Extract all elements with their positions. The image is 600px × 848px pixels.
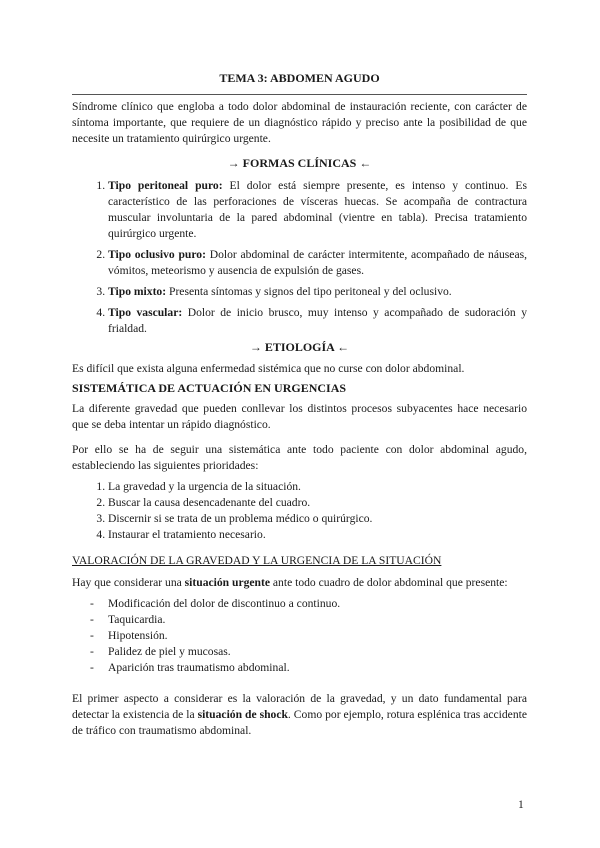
item-label: Tipo peritoneal puro:	[108, 179, 223, 192]
item-text: Aparición tras traumatismo abdominal.	[108, 661, 290, 674]
sistematica-paragraph-1: La diferente gravedad que pueden conllevar los distintos procesos subyacentes hace necesario que se deba intentar un rápido diagnóstico.	[72, 402, 527, 431]
list-item	[108, 247, 527, 279]
title-rule	[72, 94, 527, 95]
item-text: Palidez de piel y mucosas.	[108, 645, 231, 658]
sistematica-paragraph-2: Por ello se ha de seguir una sistemática ante todo paciente con dolor abdominal agudo, estableciendo las siguientes prioridades:	[72, 443, 527, 472]
etiologia-heading: → ETIOLOGÍA ←	[249, 340, 350, 354]
dash-bullet: -	[90, 597, 94, 610]
criteria-list	[72, 596, 527, 676]
valoracion-lead	[72, 575, 527, 591]
item-text: Hipotensión.	[108, 629, 168, 642]
priorities-list	[72, 479, 527, 543]
item-label: Tipo vascular:	[108, 306, 183, 319]
page-number: 1	[518, 798, 524, 811]
item-text: Presenta síntomas y signos del tipo peritoneal y del oclusivo.	[166, 285, 452, 298]
closing-text: El primer aspecto a considerar es la valoración de la gravedad, y un dato fundamental para detectar la existencia de la	[72, 692, 527, 721]
list-item	[72, 660, 527, 676]
sistematica-heading: SISTEMÁTICA DE ACTUACIÓN EN URGENCIAS	[72, 381, 347, 395]
item-text: Dolor de inicio brusco, muy intenso y acompañado de sudoración y frialdad.	[108, 306, 527, 335]
item-text: El dolor está siempre presente, es intenso y continuo. Es característico de las perforaciones de vísceras huecas. Se acompaña de contractura muscular involuntaria de la pared abdominal (vientre en tabla). Precisa tratamiento quirúrgico urgente.	[108, 179, 527, 240]
list-item	[108, 178, 527, 242]
dash-bullet: -	[90, 629, 94, 642]
item-text: Dolor abdominal de carácter intermitente, acompañado de náuseas, vómitos, meteorismo y ausencia de expulsión de gases.	[108, 248, 527, 277]
closing-paragraph	[72, 691, 527, 739]
item-label: Tipo oclusivo puro:	[108, 248, 206, 261]
lead-bold: situación urgente	[184, 576, 271, 589]
dash-bullet: -	[90, 645, 94, 658]
list-item	[108, 284, 527, 300]
formas-clinicas-heading: → FORMAS CLÍNICAS ←	[227, 156, 372, 170]
list-item: 3. Discernir si se trata de un problema médico o quirúrgico.	[108, 511, 527, 527]
list-item: 1. La gravedad y la urgencia de la situación.	[108, 479, 527, 495]
item-text: Taquicardia.	[108, 613, 166, 626]
list-item: 4. Instaurar el tratamiento necesario.	[108, 527, 527, 543]
item-text: Modificación del dolor de discontinuo a continuo.	[108, 597, 341, 610]
list-item	[108, 305, 527, 337]
valoracion-heading: VALORACIÓN DE LA GRAVEDAD Y LA URGENCIA DE LA SITUACIÓN	[72, 554, 442, 567]
lead-text: ante todo cuadro de dolor abdominal que presente:	[270, 576, 508, 589]
list-item	[72, 596, 527, 612]
dash-bullet: -	[90, 613, 94, 626]
item-label: Tipo mixto:	[108, 285, 167, 298]
list-item: 2. Buscar la causa desencadenante del cuadro.	[108, 495, 527, 511]
list-item	[72, 612, 527, 628]
list-item	[72, 628, 527, 644]
formas-clinicas-list	[72, 178, 527, 337]
document-title: TEMA 3: ABDOMEN AGUDO	[219, 71, 380, 85]
document-page	[72, 70, 527, 739]
lead-text: Hay que considerar una	[72, 576, 185, 589]
closing-text: . Como por ejemplo, rotura esplénica tras accidente de tráfico con traumatismo abdominal.	[72, 708, 527, 737]
dash-bullet: -	[90, 661, 94, 674]
list-item	[72, 644, 527, 660]
etiologia-paragraph: Es difícil que exista alguna enfermedad sistémica que no curse con dolor abdominal.	[72, 362, 465, 375]
intro-paragraph: Síndrome clínico que engloba a todo dolor abdominal de instauración reciente, con carácter de síntoma importante, que requiere de un diagnóstico rápido y preciso ante la posibilidad de que necesite un tratamiento quirúrgico urgente.	[72, 100, 527, 145]
closing-bold: situación de shock	[197, 708, 288, 721]
